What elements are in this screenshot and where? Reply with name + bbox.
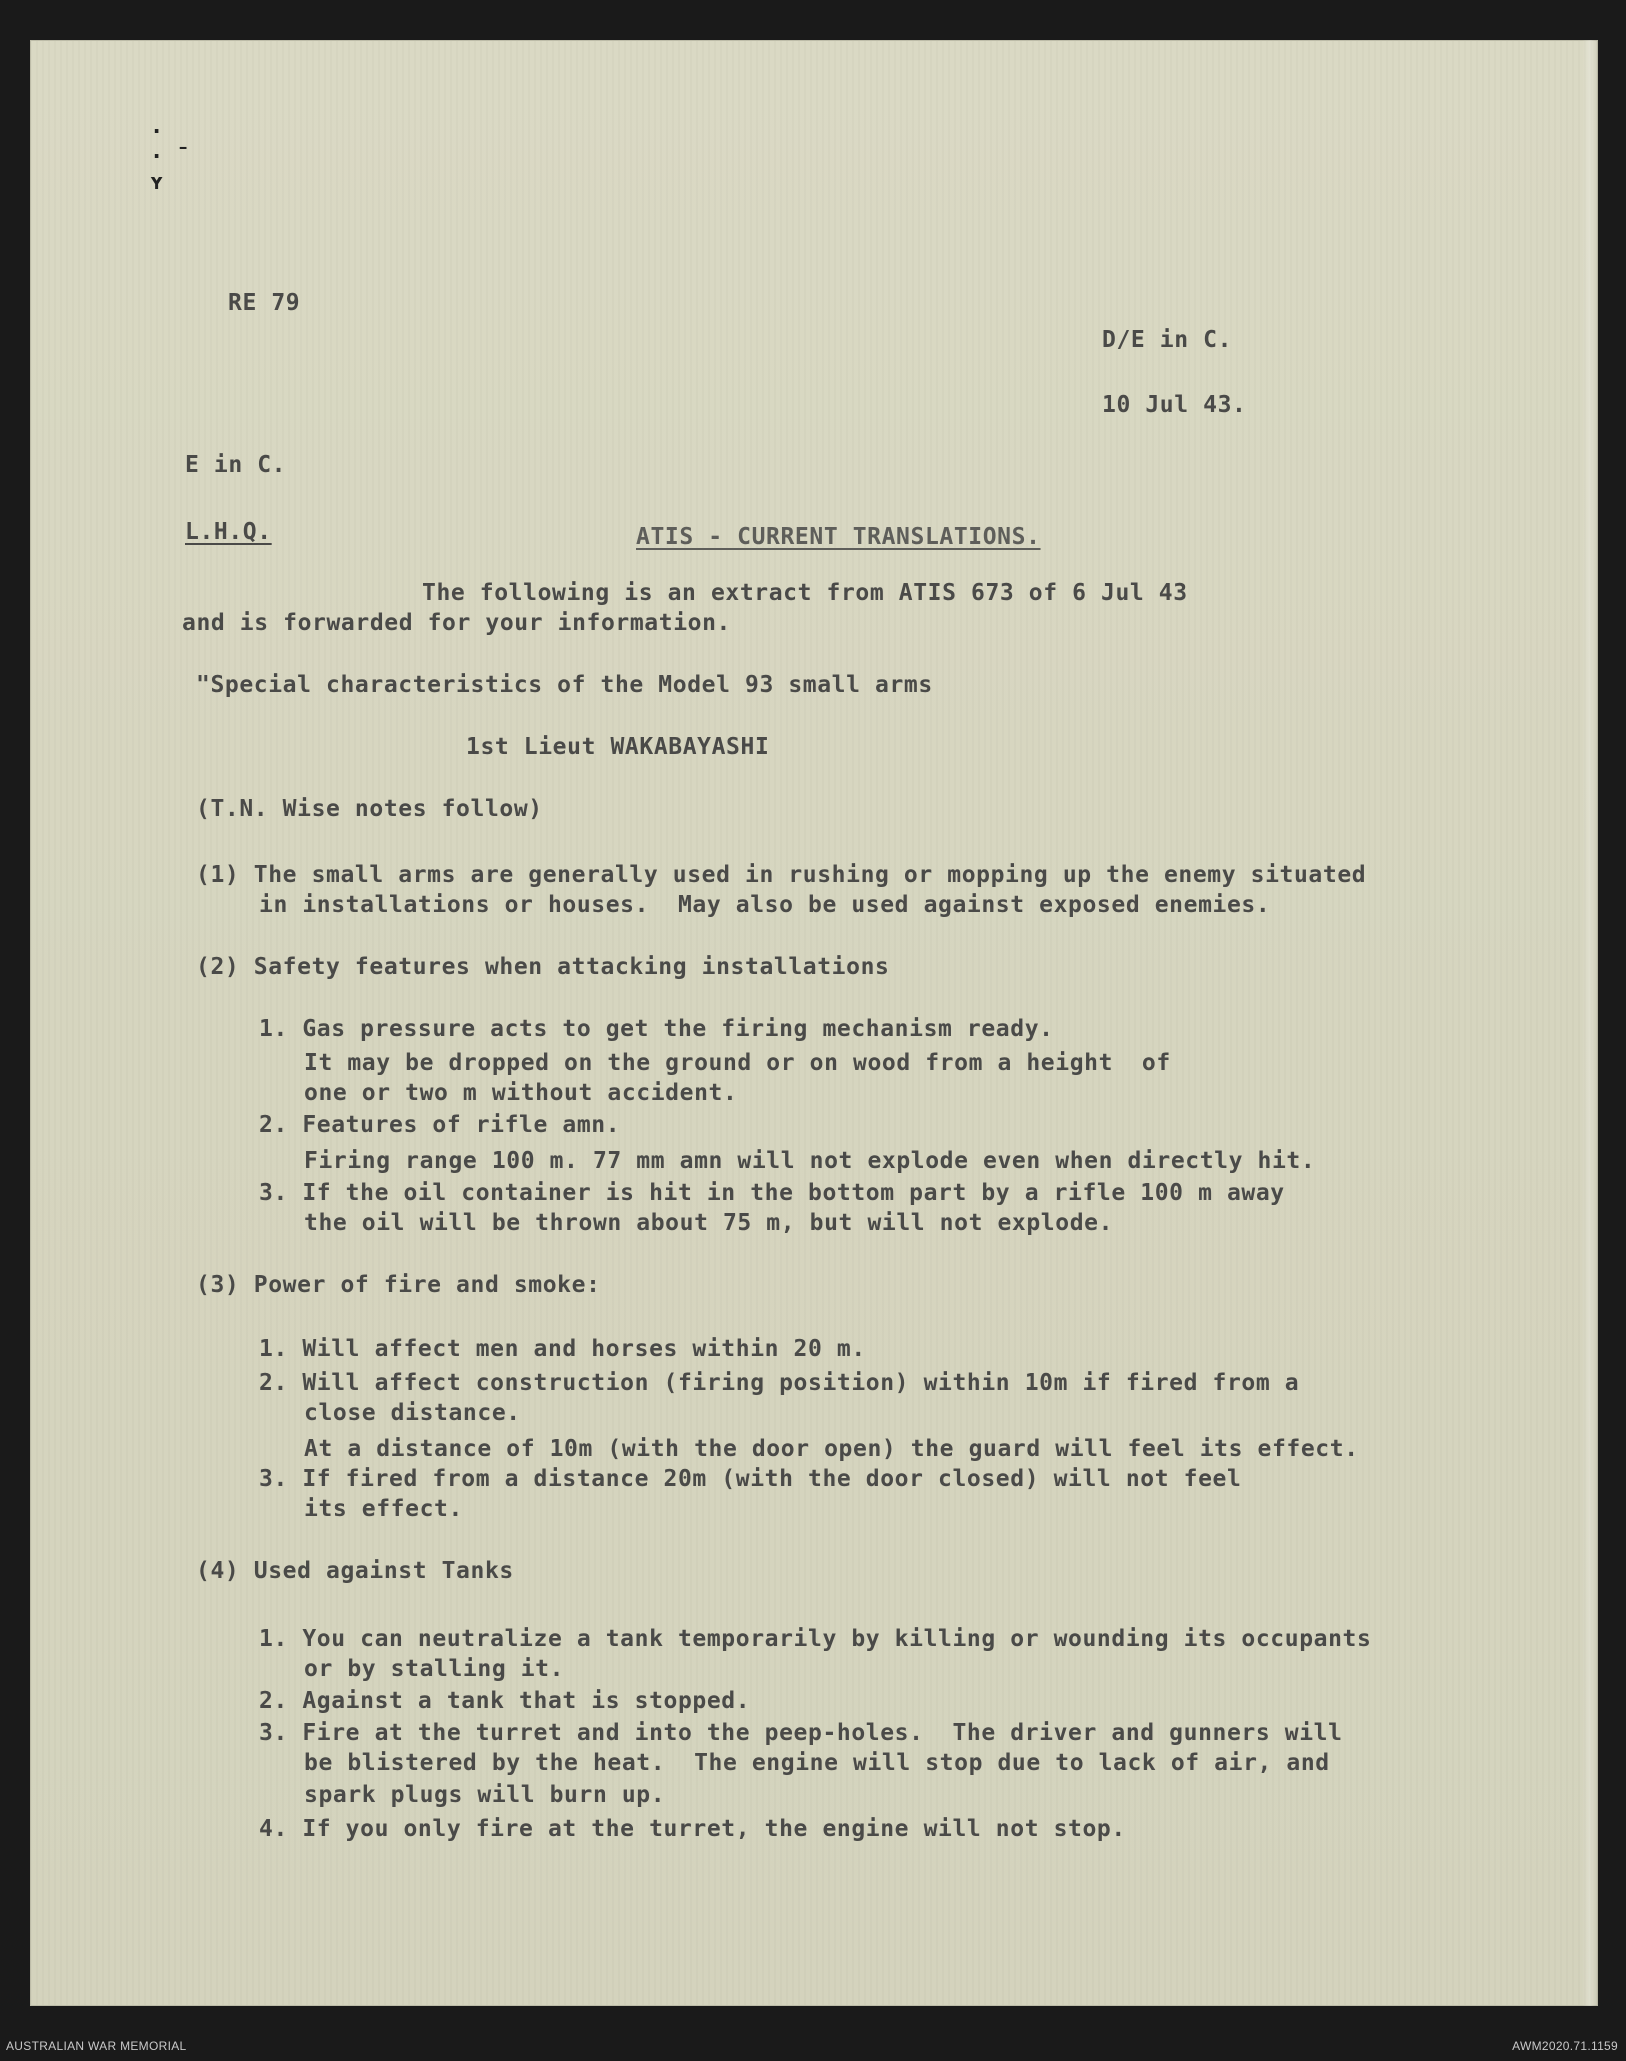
s2-item2-line1: 2. Features of rifle amn. [259,1112,621,1138]
section-1-line-2: in installations or houses. May also be used against exposed enemies. [259,892,1271,918]
intro-line-2: and is forwarded for your information. [182,610,731,636]
s2-item3-line2: the oil will be thrown about 75 m, but will not explode. [304,1210,1114,1236]
s4-item4-line1: 4. If you only fire at the turret, the engine will not stop. [259,1816,1126,1842]
section-3-heading: (3) Power of fire and smoke: [196,1272,601,1298]
s4-item3-line2: be blistered by the heat. The engine will stop due to lack of air, and [304,1750,1330,1776]
s3-item1-line1: 1. Will affect men and horses within 20 m. [259,1336,866,1362]
footer-archive-name: AUSTRALIAN WAR MEMORIAL [6,2039,187,2053]
s3-item2-line3: At a distance of 10m (with the door open) the guard will feel its effect. [304,1436,1359,1462]
intro-line-1: The following is an extract from ATIS 673 of 6 Jul 43 [422,580,1188,606]
s4-item2-line1: 2. Against a tank that is stopped. [259,1688,751,1714]
section-2-heading: (2) Safety features when attacking installations [196,954,890,980]
s2-item1-line1: 1. Gas pressure acts to get the firing mechanism ready. [259,1016,1054,1042]
quote-heading: "Special characteristics of the Model 93 small arms [196,672,933,698]
s4-item1-line1: 1. You can neutralize a tank temporarily by killing or wounding its occupants [259,1626,1372,1652]
s3-item3-line2: its effect. [304,1496,463,1522]
footer-archive-id: AWM2020.71.1159 [1512,2039,1618,2053]
translator-note: (T.N. Wise notes follow) [196,796,543,822]
s2-item1-line3: one or two m without accident. [304,1080,738,1106]
s4-item3-line1: 3. Fire at the turret and into the peep-holes. The driver and gunners will [259,1720,1343,1746]
addressee-line-1: E in C. [185,452,287,478]
author-line: 1st Lieut WAKABAYASHI [466,734,770,760]
sender: D/E in C. [1102,327,1233,353]
section-4-heading: (4) Used against Tanks [196,1558,514,1584]
s4-item3-line3: spark plugs will burn up. [304,1782,666,1808]
s4-item1-line2: or by stalling it. [304,1656,565,1682]
s2-item3-line1: 3. If the oil container is hit in the bottom part by a rifle 100 m away [259,1180,1285,1206]
margin-marks: · · ˉ ʏ [150,120,190,195]
s3-item2-line2: close distance. [304,1400,521,1426]
s3-item3-line1: 3. If fired from a distance 20m (with the door closed) will not feel [259,1466,1242,1492]
paper-edge [1582,40,1598,2006]
s2-item1-line2: It may be dropped on the ground or on wood from a height of [304,1050,1171,1076]
addressee-line-2: L.H.Q. [185,519,272,545]
reference-number: RE 79 [228,290,301,316]
letter-date: 10 Jul 43. [1102,392,1247,418]
section-1-line-1: (1) The small arms are generally used in rushing or mopping up the enemy situated [196,862,1367,888]
s3-item2-line1: 2. Will affect construction (firing position) within 10m if fired from a [259,1370,1300,1396]
s2-item2-line2: Firing range 100 m. 77 mm amn will not explode even when directly hit. [304,1148,1316,1174]
document-title: ATIS - CURRENT TRANSLATIONS. [636,524,1041,550]
